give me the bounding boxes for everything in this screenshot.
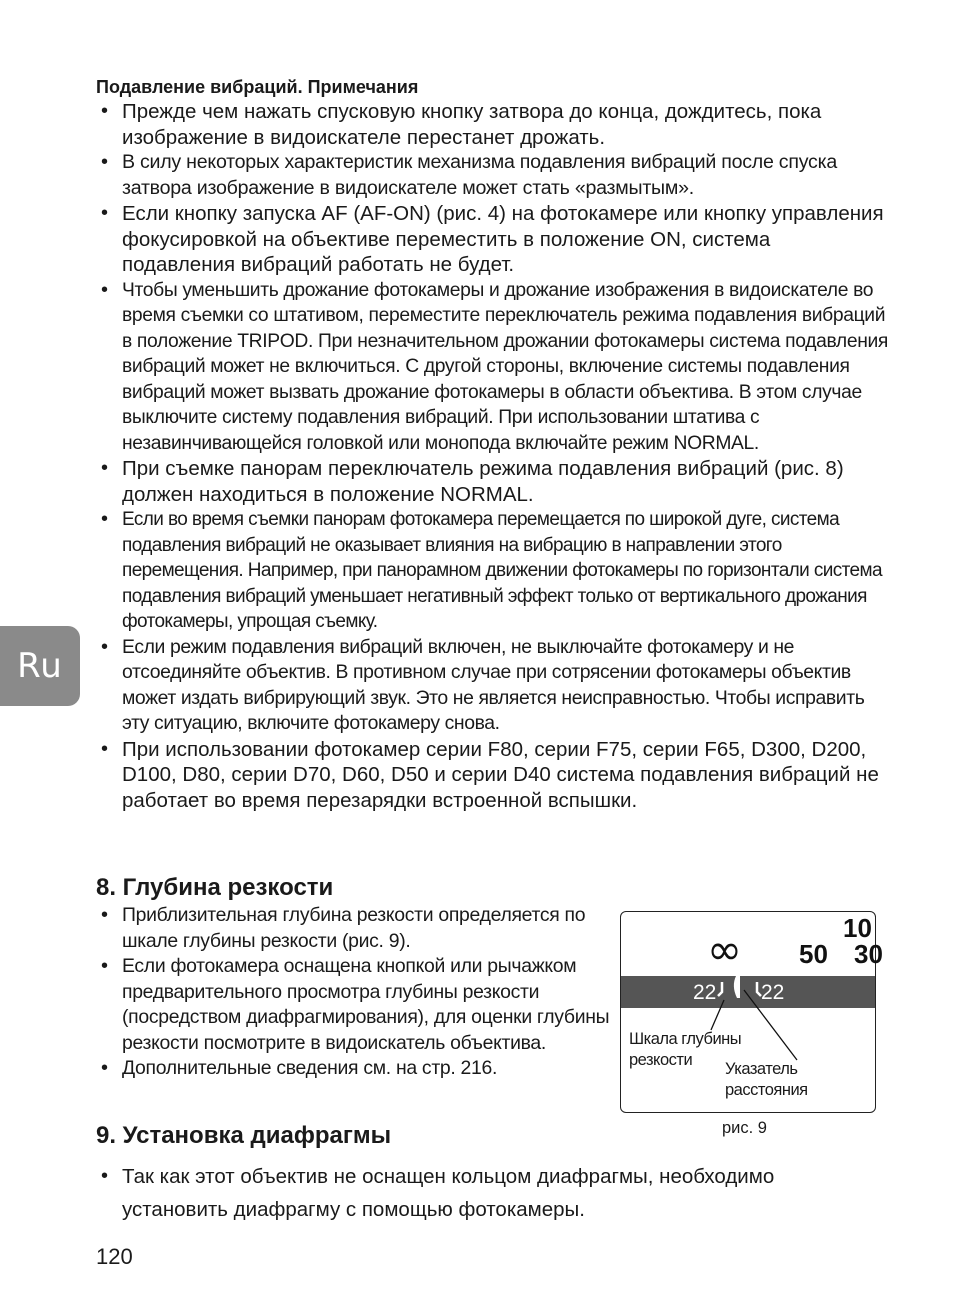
vr-notes-title: Подавление вибраций. Примечания — [96, 77, 419, 97]
distance-index-label-line1: Указатель — [725, 1060, 798, 1078]
dof-mark-right: 22 — [761, 981, 785, 1004]
list-item: • Если во время съемки панорам фотокамера перемещается по широкой дуге, система подавления вибраций не оказывает влияния на вибрацию в направлении этого перемещения. Например, при панорамном движении фотокамеры по горизонтали система подавления вибраций уменьшает негативный эффект только от вертикального дрожания фотокамеры, упрощая съемку. — [99, 507, 889, 635]
distance-mark-top: 10 — [843, 913, 872, 943]
infinity-mark: ∞ — [707, 925, 742, 974]
list-item: • Приблизительная глубина резкости определяется по шкале глубины резкости (рис. 9). — [99, 903, 619, 954]
distance-index-label-line2: расстояния — [725, 1081, 808, 1099]
vr-notes-list — [99, 99, 889, 813]
list-item: • В силу некоторых характеристик механизма подавления вибраций после спуска затвора изображение в видоискателе может стать «размытым». — [99, 150, 889, 201]
language-tab: Ru — [0, 626, 80, 706]
list-item: • Если кнопку запуска AF (AF-ON) (рис. 4) на фотокамере или кнопку управления фокусировкой на объективе переместить в положение ON, система подавления вибраций работать не будет. — [99, 201, 889, 278]
aperture-heading: 9. Установка диафрагмы — [96, 1122, 392, 1149]
dof-scale-label-line1: Шкала глубины — [629, 1030, 742, 1048]
list-item: • Если фотокамера оснащена кнопкой или рычажком предварительного просмотра глубины резкости (посредством диафрагмирования), для оценки глубины резкости посмотрите в видоискатель объектива. — [99, 954, 619, 1056]
list-item: • При съемке панорам переключатель режима подавления вибраций (рис. 8) должен находиться в положение NORMAL. — [99, 456, 889, 507]
list-item: • Так как этот объектив не оснащен кольцом диафрагмы, необходимо установить диафрагму с помощью фотокамеры. — [99, 1160, 879, 1226]
list-item: • Если режим подавления вибраций включен, не выключайте фотокамеру и не отсоединяйте объектив. В противном случае при сотрясении фотокамеры объектив может издать вибрирующий звук. Это не является неисправностью. Чтобы исправить эту ситуацию, включите фотокамеру снова. — [99, 635, 889, 737]
aperture-list — [99, 1160, 879, 1226]
list-item: • При использовании фотокамер серии F80, серии F75, серии F65, D300, D200, D100, D80, серии D70, D60, D50 и серии D40 система подавления вибраций не работает во время перезарядки встроенной вспышки. — [99, 737, 889, 814]
list-item: • Дополнительные сведения см. на стр. 216. — [99, 1056, 619, 1082]
depth-of-field-list — [99, 903, 619, 1082]
figure-caption: рис. 9 — [722, 1119, 767, 1137]
dof-scale-label-line2: резкости — [629, 1051, 693, 1069]
dof-mark-left: 22 — [693, 981, 717, 1004]
scale-band — [621, 976, 875, 1008]
list-item: • Прежде чем нажать спусковую кнопку затвора до конца, дождитесь, пока изображение в видоискателе перестанет дрожать. — [99, 99, 889, 150]
dof-scale-figure — [620, 911, 883, 1113]
page-number: 120 — [96, 1244, 133, 1269]
depth-of-field-heading: 8. Глубина резкости — [96, 874, 334, 901]
distance-mark-50: 50 — [799, 939, 828, 969]
distance-mark-right: 30 — [854, 939, 883, 969]
list-item: • Чтобы уменьшить дрожание фотокамеры и дрожание изображения в видоискателе во время съемки со штативом, переместите переключатель режима подавления вибраций в положение TRIPOD. При незначительном дрожании фотокамеры система подавления вибраций может не включиться. С другой стороны, включение системы подавления вибраций может вызвать дрожание фотокамеры в области объектива. В этом случае выключите систему подавления вибраций. При использовании штатива с незавинчивающейся головкой или монопода включайте режим NORMAL. — [99, 278, 889, 457]
